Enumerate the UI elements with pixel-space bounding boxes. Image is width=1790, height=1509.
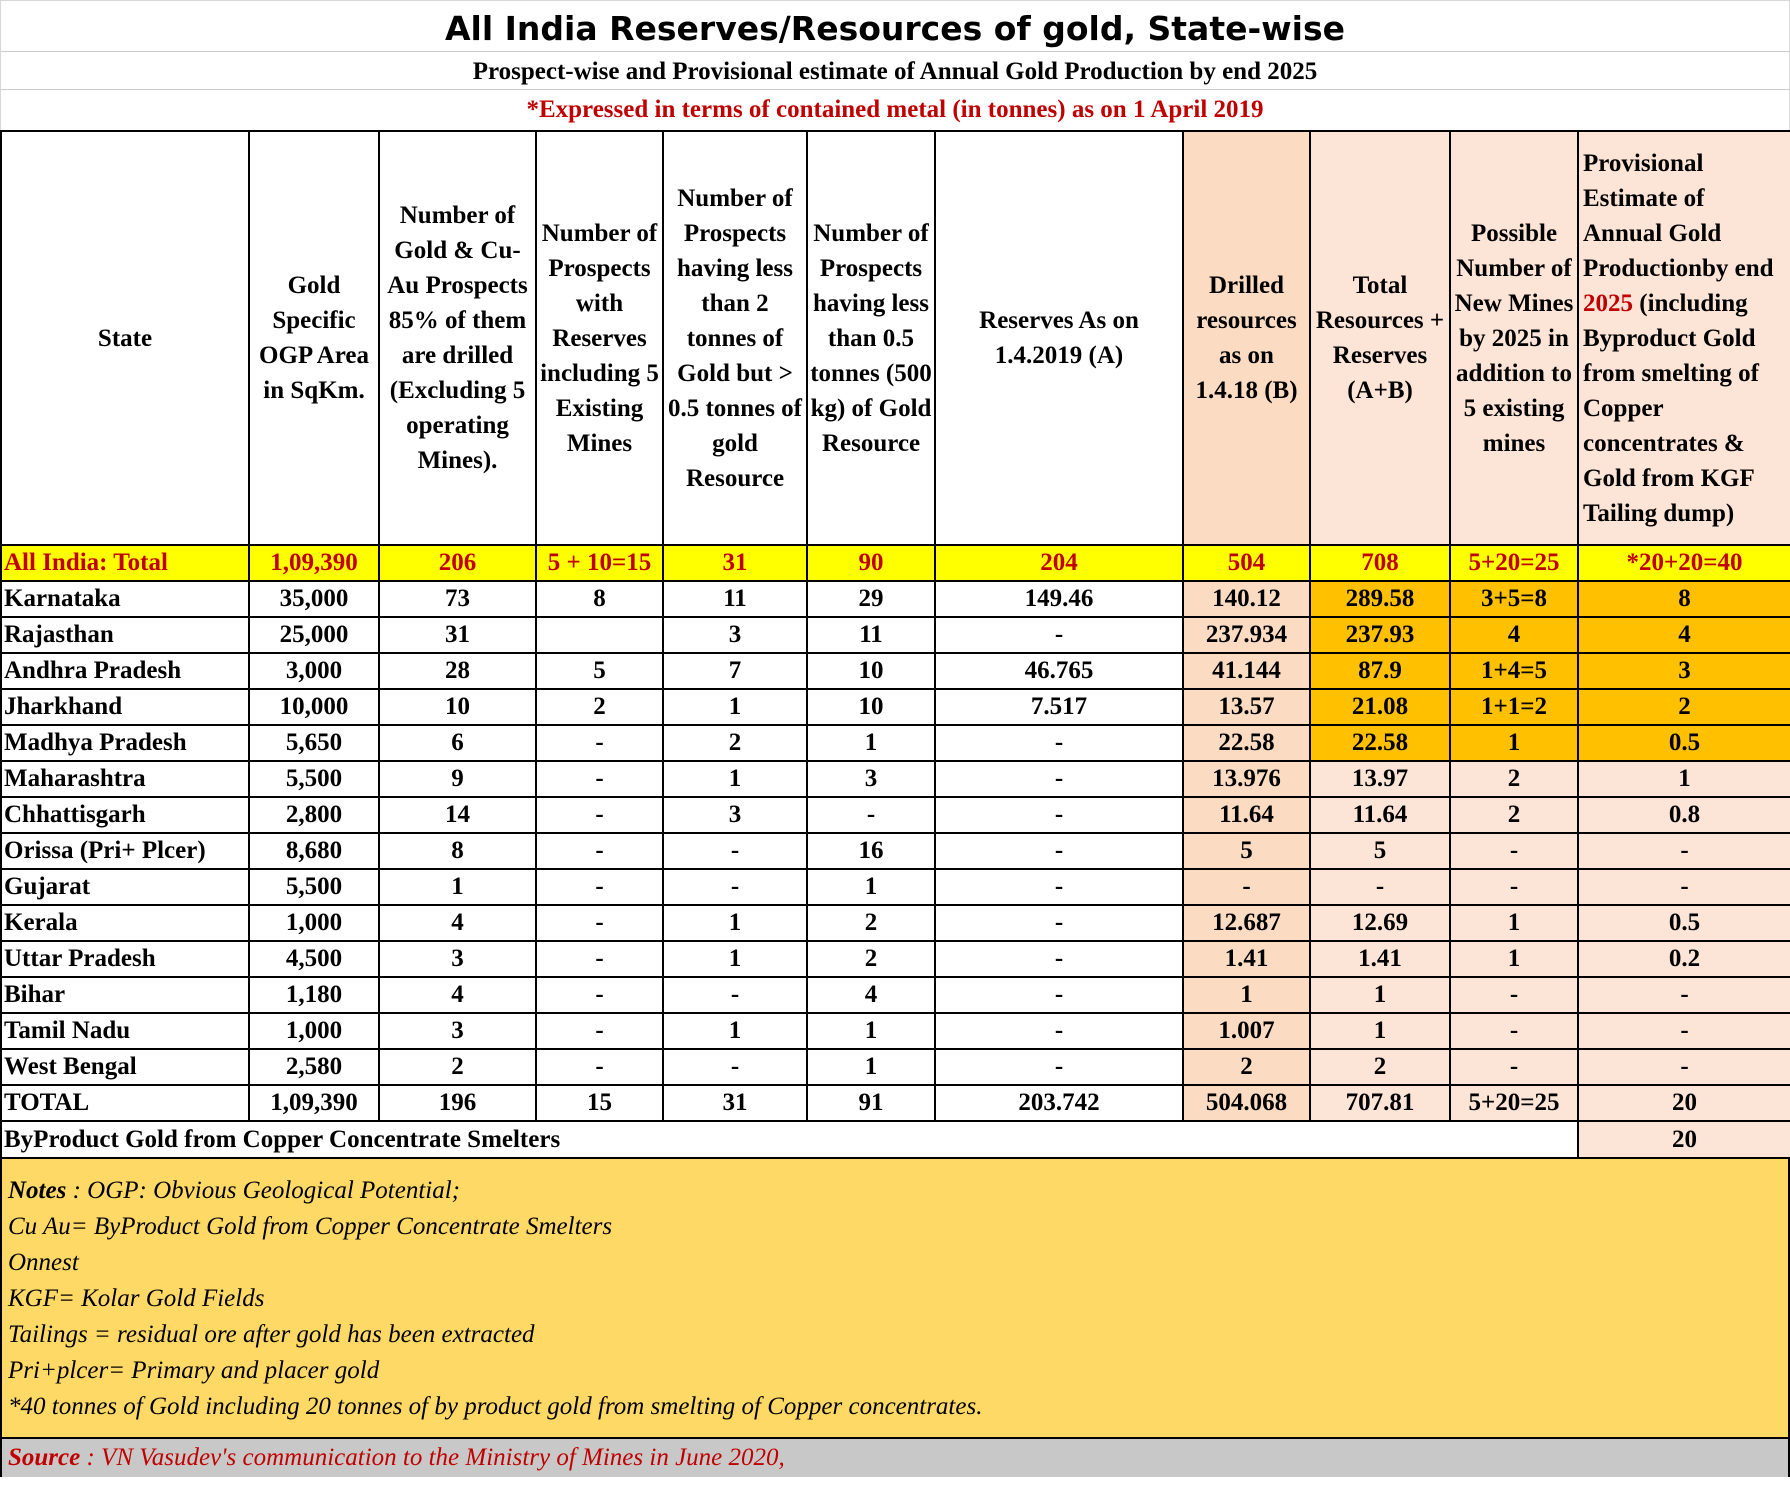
table-cell: 2 bbox=[807, 941, 935, 977]
table-cell: 31 bbox=[379, 617, 536, 653]
table-cell: 1,000 bbox=[249, 905, 379, 941]
table-cell: 7.517 bbox=[935, 689, 1183, 725]
table-cell: 25,000 bbox=[249, 617, 379, 653]
table-cell: 2 bbox=[536, 689, 663, 725]
table-cell: - bbox=[536, 941, 663, 977]
header-provisional-estimate bbox=[1578, 131, 1790, 545]
table-cell: 11.64 bbox=[1310, 797, 1450, 833]
state-name-cell: Maharashtra bbox=[1, 761, 249, 797]
notes-section bbox=[0, 1159, 1790, 1439]
table-cell: - bbox=[935, 797, 1183, 833]
header-total-resources: Total Resources + Reserves (A+B) bbox=[1310, 131, 1450, 545]
table-cell: 2 bbox=[663, 725, 807, 761]
header-row bbox=[1, 131, 1790, 545]
table-cell: 2 bbox=[1310, 1049, 1450, 1085]
table-cell: 1 bbox=[807, 725, 935, 761]
state-name-cell: Karnataka bbox=[1, 581, 249, 617]
table-cell: 1 bbox=[807, 1049, 935, 1085]
table-cell: 5 bbox=[536, 653, 663, 689]
header-prospects: Number of Gold & Cu-Au Prospects 85% of them are drilled (Excluding 5 operating Mines). bbox=[379, 131, 536, 545]
table-cell: 3 bbox=[379, 941, 536, 977]
table-cell: 15 bbox=[536, 1085, 663, 1121]
note-line: Cu Au= ByProduct Gold from Copper Concentrate Smelters bbox=[8, 1213, 613, 1240]
table-cell: 21.08 bbox=[1310, 689, 1450, 725]
table-row bbox=[1, 1013, 1790, 1049]
table-cell: 4 bbox=[379, 977, 536, 1013]
table-cell: 504.068 bbox=[1183, 1085, 1310, 1121]
byproduct-value: 20 bbox=[1578, 1121, 1790, 1158]
table-cell: 1 bbox=[1450, 941, 1578, 977]
table-cell bbox=[536, 617, 663, 653]
header-estimate-part2: (including Byproduct Gold from smelting of Copper concentrates & Gold from KGF Tailing dump) bbox=[1583, 289, 1759, 527]
table-cell: 1 bbox=[1450, 725, 1578, 761]
total-cell: 708 bbox=[1310, 545, 1450, 581]
note-line: KGF= Kolar Gold Fields bbox=[8, 1285, 265, 1312]
byproduct-label: ByProduct Gold from Copper Concentrate Smelters bbox=[1, 1121, 1578, 1158]
table-cell: - bbox=[663, 833, 807, 869]
state-name-cell: Andhra Pradesh bbox=[1, 653, 249, 689]
table-cell: 3 bbox=[1578, 653, 1790, 689]
table-cell: 1 bbox=[663, 905, 807, 941]
table-cell: 12.687 bbox=[1183, 905, 1310, 941]
table-cell: 2 bbox=[1183, 1049, 1310, 1085]
table-cell: - bbox=[536, 833, 663, 869]
table-cell: 22.58 bbox=[1310, 725, 1450, 761]
table-cell: 2 bbox=[807, 905, 935, 941]
total-cell: 31 bbox=[663, 545, 807, 581]
table-cell: 3 bbox=[663, 617, 807, 653]
table-cell: 1.41 bbox=[1310, 941, 1450, 977]
table-cell: 1 bbox=[1578, 761, 1790, 797]
total-cell: 504 bbox=[1183, 545, 1310, 581]
header-state: State bbox=[1, 131, 249, 545]
table-cell: 237.93 bbox=[1310, 617, 1450, 653]
table-cell: 13.57 bbox=[1183, 689, 1310, 725]
table-cell: 1,180 bbox=[249, 977, 379, 1013]
table-cell: 5 bbox=[1183, 833, 1310, 869]
table-row bbox=[1, 581, 1790, 617]
table-cell: - bbox=[663, 869, 807, 905]
table-cell: - bbox=[1450, 869, 1578, 905]
table-cell: - bbox=[1450, 1049, 1578, 1085]
table-cell: 1 bbox=[379, 869, 536, 905]
table-cell: 1 bbox=[1450, 905, 1578, 941]
note-line bbox=[8, 1173, 1782, 1209]
table-cell: 2,580 bbox=[249, 1049, 379, 1085]
total-cell: 90 bbox=[807, 545, 935, 581]
table-cell: 3 bbox=[663, 797, 807, 833]
table-cell: 2 bbox=[1450, 797, 1578, 833]
state-name-cell: Gujarat bbox=[1, 869, 249, 905]
table-cell: 8 bbox=[536, 581, 663, 617]
table-cell: 1.007 bbox=[1183, 1013, 1310, 1049]
table-cell: 13.97 bbox=[1310, 761, 1450, 797]
state-name-cell: Bihar bbox=[1, 977, 249, 1013]
table-cell: 11.64 bbox=[1183, 797, 1310, 833]
table-cell: 73 bbox=[379, 581, 536, 617]
table-row bbox=[1, 689, 1790, 725]
table-cell: 203.742 bbox=[935, 1085, 1183, 1121]
table-cell: - bbox=[1578, 977, 1790, 1013]
header-estimate-year: 2025 bbox=[1583, 289, 1633, 317]
header-estimate-part1: Provisional Estimate of Annual Gold Productionby end bbox=[1583, 149, 1774, 282]
total-cell: 204 bbox=[935, 545, 1183, 581]
table-cell: 7 bbox=[663, 653, 807, 689]
table-cell: 289.58 bbox=[1310, 581, 1450, 617]
byproduct-row bbox=[1, 1121, 1790, 1158]
table-cell: 35,000 bbox=[249, 581, 379, 617]
total-cell: *20+20=40 bbox=[1578, 545, 1790, 581]
table-cell: 87.9 bbox=[1310, 653, 1450, 689]
table-cell: - bbox=[935, 833, 1183, 869]
header-prospects-less-2t: Number of Prospects having less than 2 tonnes of Gold but > 0.5 tonnes of gold Resource bbox=[663, 131, 807, 545]
total-cell: All India: Total bbox=[1, 545, 249, 581]
table-cell: 11 bbox=[807, 617, 935, 653]
state-name-cell: Orissa (Pri+ Plcer) bbox=[1, 833, 249, 869]
table-cell: 0.2 bbox=[1578, 941, 1790, 977]
table-cell: 5 bbox=[1310, 833, 1450, 869]
total-cell: 5 + 10=15 bbox=[536, 545, 663, 581]
table-cell: - bbox=[935, 977, 1183, 1013]
table-cell: 1 bbox=[1183, 977, 1310, 1013]
header-ogp-area: Gold Specific OGP Area in SqKm. bbox=[249, 131, 379, 545]
gold-reserves-table bbox=[0, 130, 1790, 1159]
table-cell: 237.934 bbox=[1183, 617, 1310, 653]
table-cell: - bbox=[935, 1013, 1183, 1049]
table-cell: - bbox=[935, 725, 1183, 761]
sheet-unit-note: *Expressed in terms of contained metal (in tonnes) as on 1 April 2019 bbox=[0, 90, 1790, 130]
state-name-cell: TOTAL bbox=[1, 1085, 249, 1121]
header-prospects-with-reserves: Number of Prospects with Reserves including 5 Existing Mines bbox=[536, 131, 663, 545]
table-cell: 46.765 bbox=[935, 653, 1183, 689]
table-cell: 1+1=2 bbox=[1450, 689, 1578, 725]
table-cell: 2,800 bbox=[249, 797, 379, 833]
table-row bbox=[1, 653, 1790, 689]
table-cell: 8,680 bbox=[249, 833, 379, 869]
table-cell: 16 bbox=[807, 833, 935, 869]
table-cell: 8 bbox=[1578, 581, 1790, 617]
table-cell: - bbox=[935, 761, 1183, 797]
table-cell: - bbox=[536, 1049, 663, 1085]
table-cell: 5,500 bbox=[249, 761, 379, 797]
table-cell: 1 bbox=[807, 1013, 935, 1049]
table-row bbox=[1, 725, 1790, 761]
table-cell: 2 bbox=[379, 1049, 536, 1085]
table-cell: 1 bbox=[663, 1013, 807, 1049]
table-cell: 707.81 bbox=[1310, 1085, 1450, 1121]
table-cell: 1,09,390 bbox=[249, 1085, 379, 1121]
state-rows bbox=[1, 581, 1790, 1121]
table-cell: 3 bbox=[807, 761, 935, 797]
table-cell: 11 bbox=[663, 581, 807, 617]
table-cell: 5,650 bbox=[249, 725, 379, 761]
notes-label: Notes bbox=[8, 1177, 67, 1204]
table-cell: 149.46 bbox=[935, 581, 1183, 617]
header-new-mines: Possible Number of New Mines by 2025 in addition to 5 existing mines bbox=[1450, 131, 1578, 545]
table-cell: 3 bbox=[379, 1013, 536, 1049]
state-name-cell: West Bengal bbox=[1, 1049, 249, 1085]
table-cell: - bbox=[536, 725, 663, 761]
table-cell: 2 bbox=[1450, 761, 1578, 797]
state-name-cell: Jharkhand bbox=[1, 689, 249, 725]
table-cell: 9 bbox=[379, 761, 536, 797]
table-cell: 4 bbox=[379, 905, 536, 941]
state-name-cell: Tamil Nadu bbox=[1, 1013, 249, 1049]
state-name-cell: Rajasthan bbox=[1, 617, 249, 653]
table-cell: - bbox=[663, 1049, 807, 1085]
table-cell: 91 bbox=[807, 1085, 935, 1121]
table-cell: - bbox=[1578, 1013, 1790, 1049]
table-cell: 28 bbox=[379, 653, 536, 689]
table-cell: 8 bbox=[379, 833, 536, 869]
table-cell: 4 bbox=[807, 977, 935, 1013]
table-cell: 5+20=25 bbox=[1450, 1085, 1578, 1121]
table-cell: - bbox=[1450, 833, 1578, 869]
table-cell: 12.69 bbox=[1310, 905, 1450, 941]
total-cell: 5+20=25 bbox=[1450, 545, 1578, 581]
table-cell: 1 bbox=[1310, 977, 1450, 1013]
table-cell: 1 bbox=[1310, 1013, 1450, 1049]
table-row bbox=[1, 977, 1790, 1013]
table-cell: - bbox=[1183, 869, 1310, 905]
table-cell: 0.8 bbox=[1578, 797, 1790, 833]
table-cell: - bbox=[935, 905, 1183, 941]
state-name-cell: Chhattisgarh bbox=[1, 797, 249, 833]
table-cell: - bbox=[1578, 869, 1790, 905]
table-cell: 10,000 bbox=[249, 689, 379, 725]
table-row bbox=[1, 833, 1790, 869]
table-cell: - bbox=[1450, 977, 1578, 1013]
table-cell: 13.976 bbox=[1183, 761, 1310, 797]
note-line: Onnest bbox=[8, 1249, 79, 1276]
table-cell: - bbox=[536, 869, 663, 905]
table-cell: 1.41 bbox=[1183, 941, 1310, 977]
table-cell: - bbox=[1310, 869, 1450, 905]
table-cell: 29 bbox=[807, 581, 935, 617]
header-drilled-resources: Drilled resources as on 1.4.18 (B) bbox=[1183, 131, 1310, 545]
sheet-title: All India Reserves/Resources of gold, State-wise bbox=[0, 0, 1790, 52]
source-text: : VN Vasudev's communication to the Ministry of Mines in June 2020, bbox=[80, 1444, 785, 1471]
table-cell: 1+4=5 bbox=[1450, 653, 1578, 689]
table-cell: - bbox=[536, 905, 663, 941]
table-cell: 4 bbox=[1450, 617, 1578, 653]
table-cell: 0.5 bbox=[1578, 725, 1790, 761]
table-cell: - bbox=[807, 797, 935, 833]
table-cell: 6 bbox=[379, 725, 536, 761]
note-line: Pri+plcer= Primary and placer gold bbox=[8, 1357, 380, 1384]
table-cell: 20 bbox=[1578, 1085, 1790, 1121]
table-cell: - bbox=[1578, 833, 1790, 869]
table-row bbox=[1, 761, 1790, 797]
table-cell: 4,500 bbox=[249, 941, 379, 977]
table-cell: - bbox=[536, 797, 663, 833]
sheet-subtitle: Prospect-wise and Provisional estimate of Annual Gold Production by end 2025 bbox=[0, 52, 1790, 90]
note-line: *40 tonnes of Gold including 20 tonnes of by product gold from smelting of Copper concentrates. bbox=[8, 1393, 983, 1420]
header-reserves: Reserves As on 1.4.2019 (A) bbox=[935, 131, 1183, 545]
table-cell: - bbox=[536, 761, 663, 797]
table-cell: 31 bbox=[663, 1085, 807, 1121]
total-cell: 206 bbox=[379, 545, 536, 581]
header-prospects-less-05t: Number of Prospects having less than 0.5 tonnes (500 kg) of Gold Resource bbox=[807, 131, 935, 545]
table-cell: - bbox=[935, 1049, 1183, 1085]
note-text: : OGP: Obvious Geological Potential; bbox=[66, 1177, 460, 1204]
table-cell: 41.144 bbox=[1183, 653, 1310, 689]
table-cell: 1,000 bbox=[249, 1013, 379, 1049]
table-cell: - bbox=[935, 617, 1183, 653]
table-row bbox=[1, 905, 1790, 941]
table-cell: 10 bbox=[807, 689, 935, 725]
table-row bbox=[1, 941, 1790, 977]
table-cell: 5,500 bbox=[249, 869, 379, 905]
table-cell: 1 bbox=[807, 869, 935, 905]
table-cell: - bbox=[536, 1013, 663, 1049]
table-row bbox=[1, 617, 1790, 653]
table-cell: 22.58 bbox=[1183, 725, 1310, 761]
table-row bbox=[1, 869, 1790, 905]
table-cell: 4 bbox=[1578, 617, 1790, 653]
table-cell: - bbox=[935, 869, 1183, 905]
table-cell: 14 bbox=[379, 797, 536, 833]
all-india-total-row bbox=[1, 545, 1790, 581]
table-cell: 10 bbox=[379, 689, 536, 725]
table-cell: 10 bbox=[807, 653, 935, 689]
table-row bbox=[1, 1049, 1790, 1085]
table-cell: 2 bbox=[1578, 689, 1790, 725]
table-cell: - bbox=[1450, 1013, 1578, 1049]
state-name-cell: Kerala bbox=[1, 905, 249, 941]
table-row bbox=[1, 1085, 1790, 1121]
table-cell: - bbox=[663, 977, 807, 1013]
table-cell: - bbox=[536, 977, 663, 1013]
state-name-cell: Uttar Pradesh bbox=[1, 941, 249, 977]
table-cell: - bbox=[935, 941, 1183, 977]
note-line: Tailings = residual ore after gold has been extracted bbox=[8, 1321, 535, 1348]
state-name-cell: Madhya Pradesh bbox=[1, 725, 249, 761]
table-cell: 3+5=8 bbox=[1450, 581, 1578, 617]
table-cell: 1 bbox=[663, 689, 807, 725]
source-label: Source bbox=[8, 1444, 81, 1471]
table-row bbox=[1, 797, 1790, 833]
table-cell: - bbox=[1578, 1049, 1790, 1085]
table-cell: 0.5 bbox=[1578, 905, 1790, 941]
table-cell: 1 bbox=[663, 941, 807, 977]
table-cell: 196 bbox=[379, 1085, 536, 1121]
table-cell: 1 bbox=[663, 761, 807, 797]
source-line bbox=[0, 1439, 1790, 1477]
total-cell: 1,09,390 bbox=[249, 545, 379, 581]
table-cell: 140.12 bbox=[1183, 581, 1310, 617]
table-cell: 3,000 bbox=[249, 653, 379, 689]
